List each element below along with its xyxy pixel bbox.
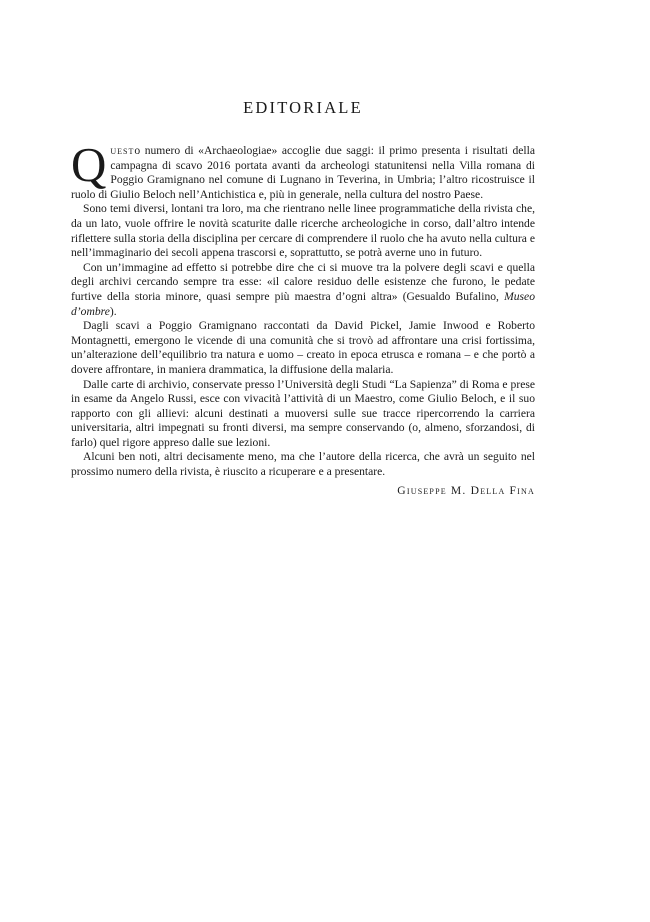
author-signature: Giuseppe M. Della Fina [397, 483, 535, 497]
editorial-body [71, 137, 535, 480]
page-title: EDITORIALE [243, 98, 363, 117]
book-title: Museo d’ombre [71, 289, 535, 318]
paragraph-4: Dagli scavi a Poggio Gramignano raccontati da David Pickel, Jamie Inwood e Roberto Montagnetti, emergono le vicende di una comunità che si trovò ad affrontare una crisi fortissima, un’alterazione dell’equilibrio tra natura e uomo – creato in epoca etrusca e romana – e che portò a dovere affrontare, in maniera drammatica, la diffusione della malaria. [71, 319, 535, 376]
opening-small-caps: uest [110, 144, 135, 157]
paragraph-1-text: o numero di «Archaeologiae» accoglie due saggi: il primo presenta i risultati della campagna di scavo 2016 portata avanti da archeologi statunitensi nella Villa romana di Poggio Gramignano nel comune di Lugnano in Teverina, in Umbria; l’altro ricostruisce il ruolo di Giulio Beloch nell’Antichistica e, più in generale, nella cultura del nostro Paese. [71, 144, 535, 201]
paragraph-1 [71, 137, 535, 202]
paragraph-3 [71, 261, 535, 319]
paragraph-2: Sono temi diversi, lontani tra loro, ma che rientrano nelle linee programmatiche della rivista che, da un lato, vuole offrire le novità scaturite dalle ricerche archeologiche in corso, dall’altro intende riflettere sulla storia della disciplina per cercare di comprendere il ruolo che ha avuto nella cultura e nell’immaginario dei secoli appena trascorsi e, soprattutto, se potrà averne uno in futuro. [71, 202, 535, 260]
editorial-page [71, 98, 535, 497]
paragraph-3-text: Con un’immagine ad effetto si potrebbe dire che ci si muove tra la polvere degli scavi e quella degli archivi cercando sempre tra esse: «il calore residuo delle esistenze che furono, le pedate furtive della storia minore, quasi sempre più maestra d’ogni altra» (Gesualdo Bufalino, [71, 260, 535, 303]
paragraph-5: Dalle carte di archivio, conservate presso l’Università degli Studi “La Sapienza” di Roma e prese in esame da Angelo Russi, esce con vivacità l’attività di un Maestro, come Giulio Beloch, e il suo rapporto con gli allievi: alcuni destinati a muoversi sulle sue tracce ripercorrendo la carriera universitaria, altri impegnati su fronti diversi, ma sempre conservando (o, almeno, sforzandosi, di farlo) quel rigore appreso dalle sue lezioni. [71, 377, 535, 449]
drop-cap: Q [71, 137, 107, 192]
paragraph-6: Alcuni ben noti, altri decisamente meno, ma che l’autore della ricerca, che avrà un seguito nel prossimo numero della rivista, è riuscito a ricuperare e a presentare. [71, 450, 535, 479]
paragraph-3-end: ). [109, 304, 117, 318]
